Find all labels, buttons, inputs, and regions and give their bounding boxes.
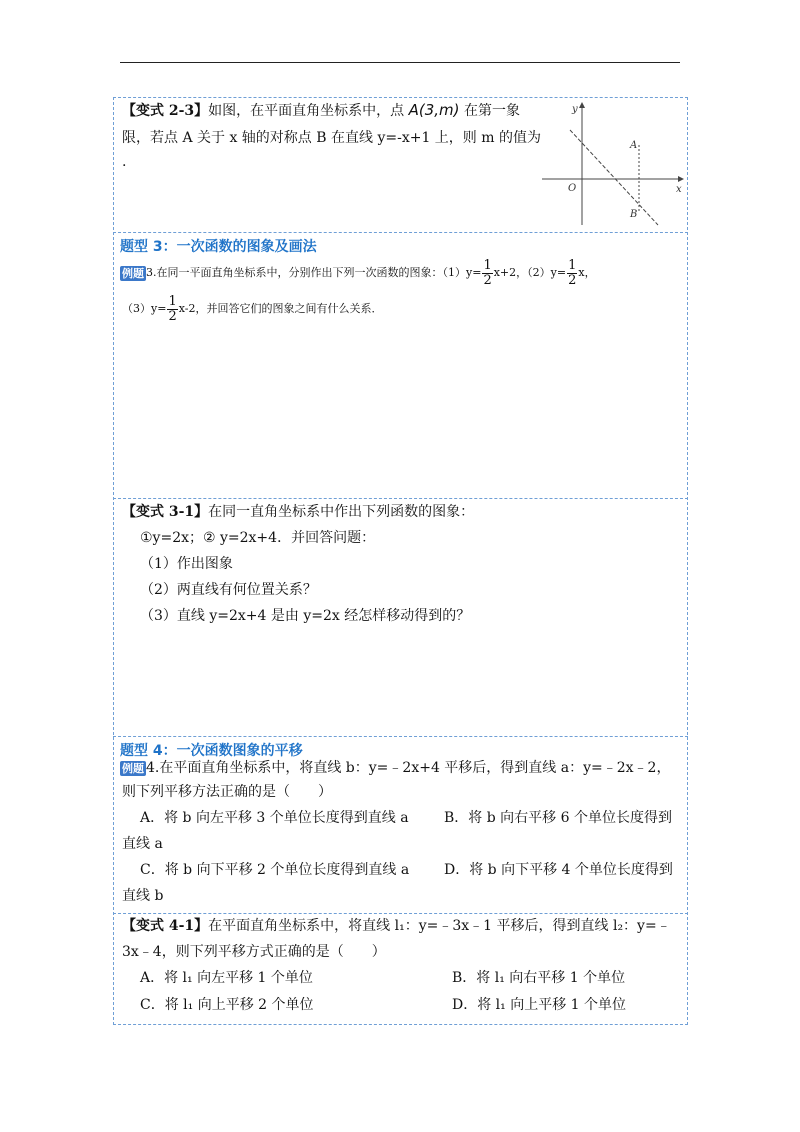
y-label: y <box>572 104 578 115</box>
variant-label: 【变式 4-1】 <box>122 918 209 934</box>
variant-3-1-q1: （1）作出图象 <box>140 556 233 572</box>
option-a: A．将 b 向左平移 3 个单位长度得到直线 a <box>140 810 409 826</box>
option-d: D．将 l₁ 向上平移 1 个单位 <box>452 997 627 1013</box>
variant-label: 【变式 2-3】 <box>122 103 209 119</box>
origin-label: O <box>568 183 577 194</box>
coordinate-graph <box>540 100 685 230</box>
variant-4-1-line2: 3x﹣4，则下列平移方式正确的是（ ） <box>122 944 386 960</box>
variant-label: 【变式 3-1】 <box>122 504 209 520</box>
x-label: x <box>676 184 682 195</box>
divider <box>113 97 688 98</box>
topic-3-heading: 题型 3：一次函数的图象及画法 <box>120 239 317 255</box>
example-3-line1: 例题 3.在同一平面直角坐标系中，分别作出下列一次函数的图象：（1）y= $\frac{1}{2}$ x+2，（2）y= $\frac{1}{2}$ x， <box>122 257 596 288</box>
divider <box>113 736 688 737</box>
y-axis-arrow <box>579 102 585 108</box>
fraction: $\frac{1}{2}$ <box>483 257 492 288</box>
variant-3-1-q2: （2）两直线有何位置关系？ <box>140 582 317 598</box>
option-a: A．将 l₁ 向左平移 1 个单位 <box>140 970 313 986</box>
variant-2-3-line3: . <box>122 154 127 170</box>
divider <box>113 498 688 499</box>
variant-3-1-line1: 【变式 3-1】在同一直角坐标系中作出下列函数的图象： <box>122 504 475 520</box>
header-rule <box>120 62 680 63</box>
option-d-cont: 直线 b <box>122 888 164 904</box>
point-a-label: A <box>630 140 638 151</box>
example-tag: 例题 <box>122 761 144 775</box>
x-axis-arrow <box>678 176 684 182</box>
example-tag: 例题 <box>122 266 144 280</box>
point-a: A(3,m) <box>408 101 460 119</box>
divider <box>113 913 688 914</box>
option-c: C．将 b 向下平移 2 个单位长度得到直线 a <box>140 862 410 878</box>
example-4-line2: 则下列平移方法正确的是（ ） <box>122 784 332 800</box>
point-b-label: B <box>630 209 638 220</box>
variant-2-3-line1: 【变式 2-3】如图，在平面直角坐标系中，点 A(3,m) 在第一象 <box>122 101 520 119</box>
divider <box>113 232 688 233</box>
option-b-cont: 直线 a <box>122 836 163 852</box>
example-4-line1: 例题 4.在平面直角坐标系中，将直线 b：y=﹣2x+4 平移后，得到直线 a：y=﹣2x﹣2， <box>122 760 671 776</box>
option-d: D．将 b 向下平移 4 个单位长度得到 <box>444 862 673 878</box>
example-3-line2: （3）y= $\frac{1}{2}$ x-2，并回答它们的图象之间有什么关系． <box>122 293 383 324</box>
line-y-neg-x-plus-1 <box>570 130 658 225</box>
fraction: $\frac{1}{2}$ <box>568 257 577 288</box>
topic-4-heading: 题型 4：一次函数图象的平移 <box>120 743 303 759</box>
option-b: B．将 l₁ 向右平移 1 个单位 <box>452 970 626 986</box>
variant-2-3-line2: 限，若点 A 关于 x 轴的对称点 B 在直线 y=-x+1 上，则 m 的值为 <box>122 130 541 146</box>
fraction: $\frac{1}{2}$ <box>168 293 177 324</box>
variant-4-1-line1: 【变式 4-1】在平面直角坐标系中，将直线 l₁：y=﹣3x﹣1 平移后，得到直线 l₂：y=﹣ <box>122 918 671 934</box>
divider <box>113 1024 688 1025</box>
option-c: C．将 l₁ 向上平移 2 个单位 <box>140 997 314 1013</box>
variant-3-1-line2: ①y=2x；② y=2x+4．并回答问题： <box>140 530 376 546</box>
variant-3-1-q3: （3）直线 y=2x+4 是由 y=2x 经怎样移动得到的？ <box>140 608 471 624</box>
option-b: B．将 b 向右平移 6 个单位长度得到 <box>444 810 672 826</box>
